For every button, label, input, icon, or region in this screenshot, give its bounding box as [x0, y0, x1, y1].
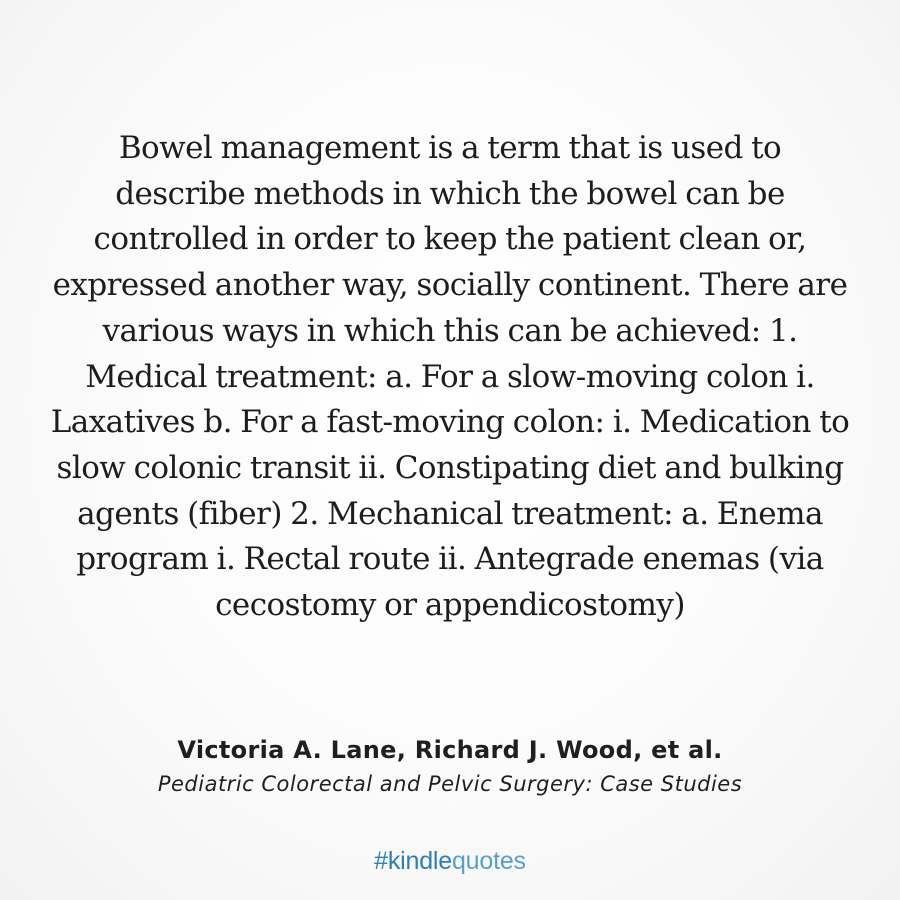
quote-authors: Victoria A. Lane, Richard J. Wood, et al.: [177, 736, 723, 764]
book-title: Pediatric Colorectal and Pelvic Surgery: Case Studies: [157, 772, 743, 796]
hashtag-kindle: #kindle: [374, 847, 452, 875]
quote-text: Bowel management is a term that is used to describe methods in which the bowel can be controlled in order to keep the patient clean or, expressed another way, socially continent. There are various ways in which this can be achieved: 1. Medical treatment: a. For a slow-moving colon i. Laxatives b. For a fast-moving colon: i. Medication to slow colonic transit ii. Constipating diet and bulking agents (fiber) 2. Mechanical treatment: a. Enema program i. Rectal route ii. Antegrade enemas (via cecostomy or appendicostomy): [50, 130, 850, 624]
kindle-quotes-hashtag: [0, 843, 900, 879]
hashtag-quotes: quotes: [451, 847, 526, 875]
